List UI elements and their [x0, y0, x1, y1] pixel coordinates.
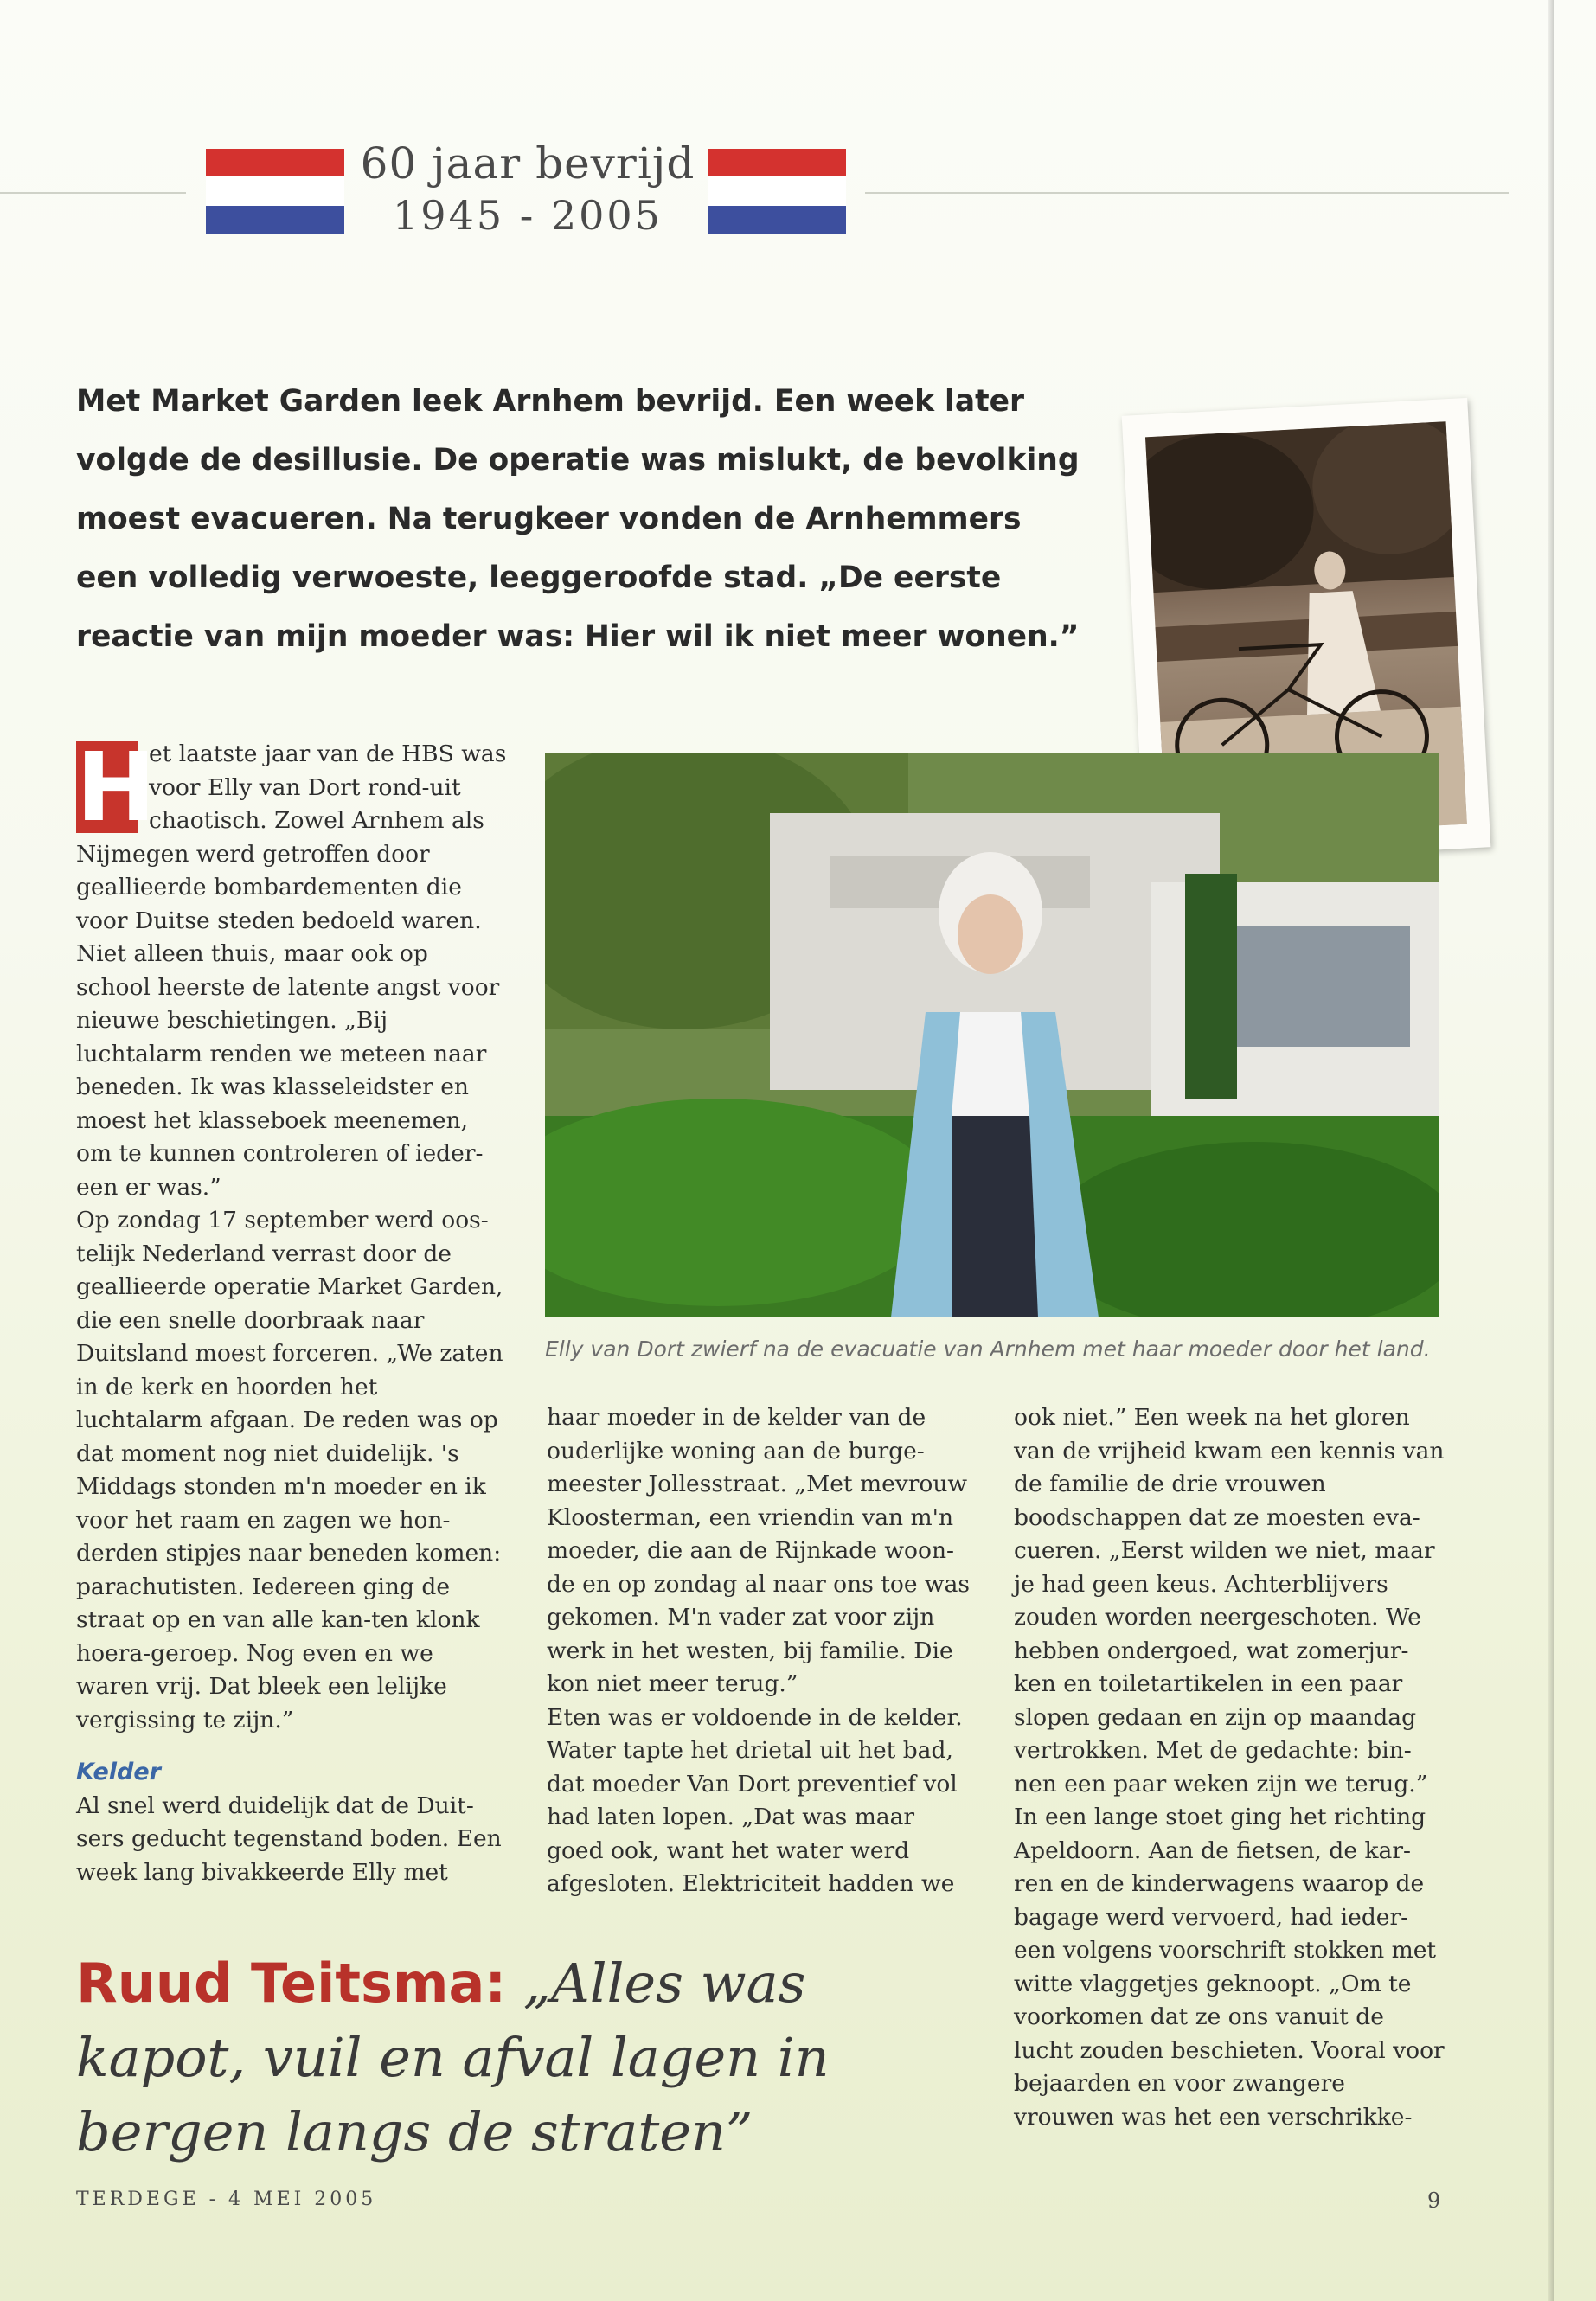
paragraph: Al snel werd duidelijk dat de Duit-sers geducht tegenstand boden. Een week lang bivakkeerde Elly met: [76, 1791, 502, 1886]
pull-quote-text: „Alles was kapot, vuil en afval lagen in bergen langs de straten”: [76, 1952, 830, 2163]
photo-caption: Elly van Dort zwierf na de evacuatie van Arnhem met haar moeder door het land.: [545, 1336, 1431, 1362]
article-column-2: [547, 1401, 971, 1901]
paragraph: Op zondag 17 september werd oos-telijk Nederland verrast door de geallieerde operatie Market Garden, die een snelle doorbraak naar Duitsland moest forceren. „We zaten in de kerk en hoorden het luchtalarm afgaan. De reden was op dat moment nog niet duidelijk. 's Middags stonden m'n moeder en ik voor het raam en zagen we hon-derden stipjes naar beneden komen: parachutisten. Iedereen ging de straat op en van alle kan-ten klonk hoera-geroep. Nog even en we waren vrij. Dat bleek een lelijke vergissing te zijn.”: [76, 1207, 503, 1734]
paragraph: et laatste jaar van de HBS was voor Elly van Dort rond-uit chaotisch. Zowel Arnhem als Nijmegen werd getroffen door geallieerde bombardementen die voor Duitse steden bedoeld waren. Niet alleen thuis, maar ook op school heerste de latente angst voor nieuwe beschietingen. „Bij luchtalarm renden we meteen naar beneden. Ik was klasseleidster en moest het klasseboek meenemen, om te kunnen controleren of ieder-een er was.”: [76, 740, 507, 1201]
header-rule-left: [0, 192, 186, 194]
page-number: 9: [1427, 2189, 1441, 2213]
dutch-flag-right: [708, 149, 846, 234]
paragraph: ook niet.” Een week na het gloren van de vrijheid kwam een kennis van de familie de drie vrouwen boodschappen dat ze moesten eva-cueren. „Eerst wilden we niet, maar je had geen keus. Achterblijvers zouden worden neergeschoten. We hebben ondergoed, wat zomerjur-ken en toiletartikelen in een paar slopen gedaan en zijn op maandag vertrokken. Met de gedachte: bin-nen een paar weken zijn we terug.” In een lange stoet ging het richting Apeldoorn. Aan de fietsen, de kar-ren en de kinderwagens waarop de bagage werd vervoerd, had ieder-een volgens voorschrift stokken met witte vlaggetjes geknoopt. „Om te voorkomen dat ze ons vanuit de lucht zouden beschieten. Vooral voor bejaarden en voor zwangere vrouwen was het een verschrikke-: [1014, 1404, 1445, 2131]
page-edge-shadow: [1548, 0, 1554, 2301]
header-title: 60 jaar bevrijd: [360, 138, 695, 189]
drop-cap: H: [76, 732, 157, 843]
pull-quote: [76, 1946, 976, 2170]
paragraph: haar moeder in de kelder van de ouderlijke woning aan de burge-meester Jollesstraat. „Met mevrouw Kloosterman, een vriendin van m'n moeder, die aan de Rijnkade woon-de en op zondag al naar ons toe was gekomen. M'n vader zat voor zijn werk in het westen, bij familie. Die kon niet meer terug.”: [547, 1404, 971, 1697]
dutch-flag-left: [206, 149, 344, 234]
pull-quote-name: Ruud Teitsma:: [76, 1952, 507, 2015]
intro-lead: Met Market Garden leek Arnhem bevrijd. Een week later volgde de desillusie. De operatie was mislukt, de bevolking moest evacueren. Na terugkeer vonden de Arnhemmers een volledig verwoeste, leeggeroofde stad. „De eerste reactie van mijn moeder was: Hier wil ik niet meer wonen.”: [76, 384, 1080, 654]
photo-elly-van-dort-garden: [545, 753, 1439, 1317]
footer-magazine: TERDEGE - 4 MEI 2005: [76, 2189, 377, 2210]
paragraph: Eten was er voldoende in de kelder. Water tapte het drietal uit het bad, dat moeder Van Dort preventief vol had laten lopen. „Dat was maar goed ook, want het water werd afgesloten. Elektriciteit hadden we: [547, 1703, 963, 1897]
article-column-1: [76, 732, 509, 1889]
article-column-3: [1014, 1401, 1446, 2134]
header-years: 1945 - 2005: [393, 192, 663, 239]
header-rule-right: [865, 192, 1509, 194]
subheading-kelder: Kelder: [76, 1759, 161, 1785]
